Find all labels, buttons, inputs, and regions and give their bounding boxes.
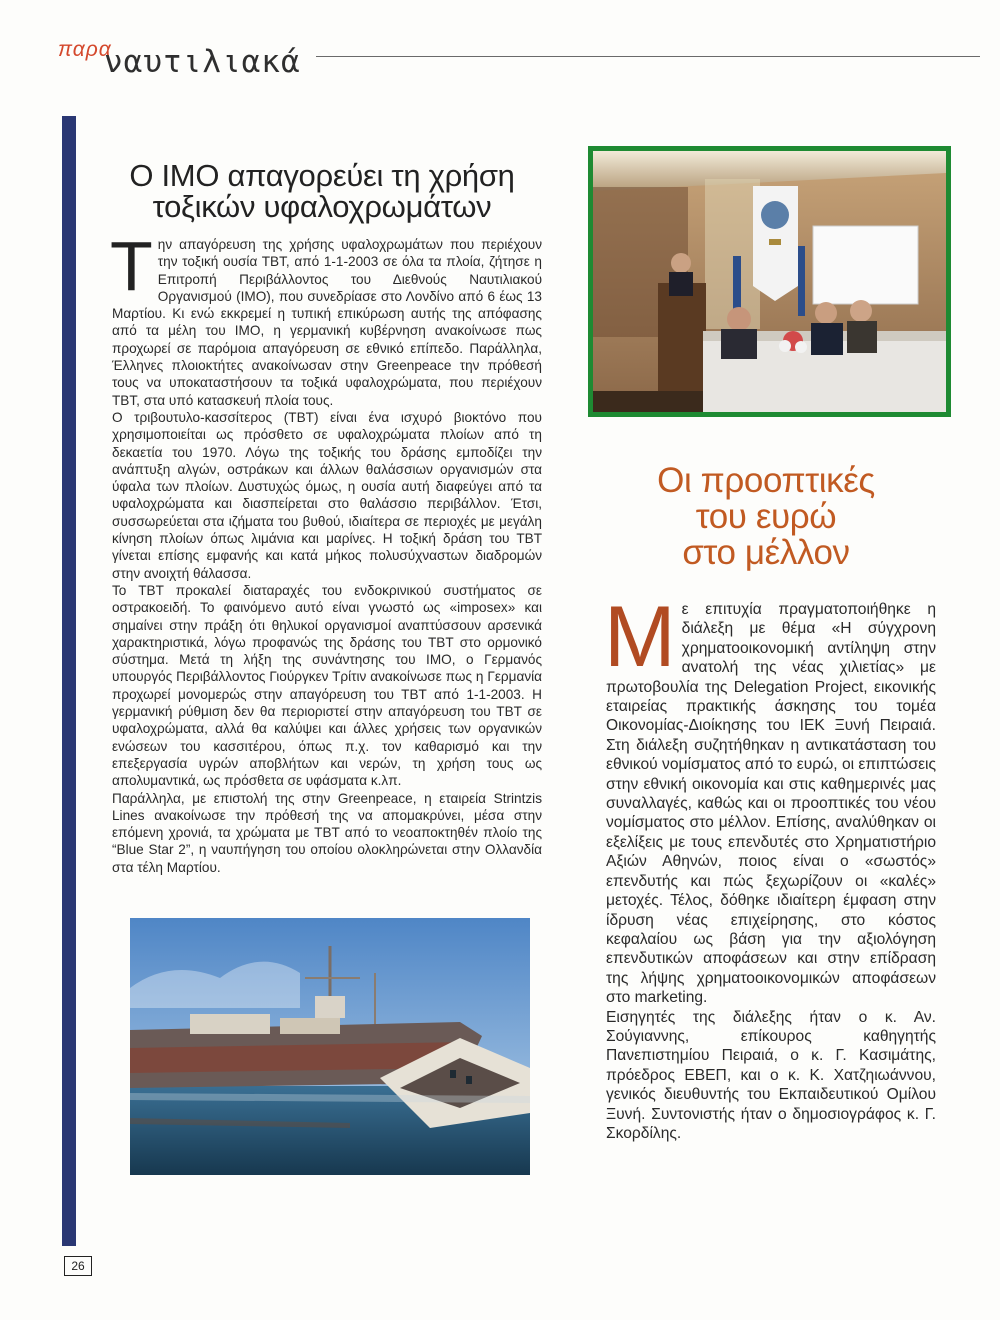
article2-p2: Εισηγητές της διάλεξης ήταν ο κ. Αν. Σούγιαννης, επίκουρος καθηγητής Πανεπιστημίου Πειραιά, ο κ. Γ. Κασιμάτης, πρόεδρος ΕΒΕΠ, και ο κ. Κ. Χατζηιωάννου, γενικός διευθυντής του Εκπαιδευτικού Ομίλου Ξυνή. Συντονιστής ήταν ο δημοσιογράφος κ. Γ. Σκορδίλης. [606,1008,936,1142]
article1-paragraph [110,227,542,409]
article2-title-line3: στο μέλλον [682,533,850,572]
article1-p2: Ο τριβουτυλο-κασσίτερος (ΤΒΤ) είναι ένα ισχυρό βιοκτόνο που χρησιμοποιείται ως πρόσθετο σε υφαλοχρώματα πλοίων από τη δεκαετία του 1970. Λόγω της τοξικής του δράσης εμποδίζει την ανάπτυξη αλγών, οστράκων και άλλων θαλάσσιων οργανισμών στα ύφαλα των πλοίων. Δυστυχώς όμως, η ουσία αυτή διαφεύγει από τα υφαλοχρώματα και διασπείρεται στο θαλάσσιο περιβάλλον. Έτσι, συσσωρεύεται στα ιζήματα του βυθού, ιδιαίτερα σε περιοχές με μεγάλη κίνηση πλοίων όπως λιμάνια και μαρίνες. Η τοξική δράση του ΤΒΤ γίνεται επίσης εμφανής και κατά μήκος πολυσύχναστων διαδρομών στην ανοιχτή θάλασσα. [112,409,542,581]
article2-p1: ε επιτυχία πραγματοποιήθηκε η διάλεξη με θέμα «Η σύγχρονη χρηματοοικονομική αντίληψη στην ανατολή της νέας χιλιετίας» με πρωτοβουλία της Delegation Project, εικονικής εταιρείας πρακτικής άσκησης του τομέα Οικονομίας-Διοίκησης του ΙΕΚ Ξυνή Πειραιά. Στη διάλεξη συζητήθηκαν η αντικατάσταση του εθνικού νομίσματος από το ευρώ, οι επιπτώσεις στην εθνική οικονομία και στις καθημερινές μας συναλλαγές, καθώς και οι προοπτικές του νέου νομίσματος στο μέλλον. Επίσης, αναλύθηκαν οι εξελίξεις με τους επενδυτές στο Χρηματιστήριο Αξιών Αθηνών, ποιος είναι ο «σωστός» επενδυτής και πώς ξεχωρίζουν οι «καλές» μετοχές. Τέλος, δόθηκε ιδιαίτερη έμφαση στην ίδρυση νέας επιχείρησης, στο κόστος κεφαλαίου ως βάση για την αξιολόγηση επενδυτικών αποφάσεων και στην επίδραση της λήψης χρηματοοικονομικών αποφάσεων στο marketing. [606,601,937,1007]
article2-paragraph [604,589,937,1008]
article2-title-line2: του ευρώ [695,497,837,536]
article2-title-line1: Οι προοπτικές [657,461,875,500]
header-rule [316,56,980,57]
article1-title-line1: Ο ΙΜΟ απαγορεύει τη χρήση [129,158,515,193]
article1-title-line2: τοξικών υφαλοχρωμάτων [152,189,492,224]
article1-title [112,160,532,222]
left-accent-bar [62,116,76,1246]
article2-title [596,463,936,571]
article2-drop-cap: Μ [604,589,676,685]
article1-p3: Το ΤΒΤ προκαλεί διαταραχές του ενδοκρινικού συστήματος σε οστρακοειδή. Το φαινόμενο αυτό είναι γνωστό ως «imposex» και σημαίνει στην πράξη ότι θηλυκοί οργανισμοί αναπτύσσουν αρσενικά χαρακτηριστικά, λόγω προφανώς της δράσης του ΤΒΤ στο ορμονικό σύστημα. Μετά τη λήξη της συνάντησης του ΙΜΟ, ο Γερμανός υπουργός Περιβάλλοντος Γιούργκεν Τρίτιν ανακοίνωσε πως η Γερμανία προχωρεί μονομερώς στην απαγόρευση του ΤΒΤ από 1-1-2003. Η γερμανική ρύθμιση δεν θα περιοριστεί στην απαγόρευση του ΤΒΤ σε υφαλοχρώματα, αλλά θα καλύψει και άλλες χρήσεις των οργανικών ενώσεων του κασσιτέρου, όπως π.χ. τον καθαρισμό και την επεξεργασία υγρών αποβλήτων και νερών, τη χρήση τους ως απολυμαντικά, ως πρόσθετα σε υφάσματα κ.λπ. [112,582,542,789]
page-number: 26 [64,1256,92,1276]
article1-p1: ην απαγόρευση της χρήσης υφαλοχρωμάτων που περιέχουν την τοξική ουσία ΤΒΤ, από 1-1-2003 σε όλα τα πλοία, ζήτησε η Επιτροπή Περιβάλλοντος του Διεθνούς Ναυτιλιακού Οργανισμού (ΙΜΟ), που συνεδρίασε στο Λονδίνο από 6 έως 13 Μαρτίου. Κι ενώ εκκρεμεί η τυπική επικύρωση αυτής της απόφασης από τα μέλη του ΙΜΟ, η γερμανική κυβέρνηση ανακοίνωσε πως προχωρεί σε παρόμοια απαγόρευση σε εθνικό επίπεδο. Παράλληλα, Έλληνες πλοιοκτήτες ανακοίνωσαν στην Greenpeace την πρόθεσή τους να υποκαταστήσουν τα τοξικά υφαλοχρώματα, που περιέχουν ΤΒΤ, στα υπό κατασκευή πλοία τους. [112,237,542,408]
section-title: ναυτιλιακά [104,44,301,80]
article1-drop-cap: Τ [110,227,153,305]
section-prefix: παρα [58,38,112,61]
conference-photo [588,146,951,417]
article2-body [604,589,937,1143]
article1-p4: Παράλληλα, με επιστολή της στην Greenpeace, η εταιρεία Strintzis Lines ανακοίνωσε την πρόθεσή της να απομακρύνει, μέσα στην επόμενη χρονιά, τα χρώματα με ΤΒΤ από το νεοαποκτηθέν πλοίο της “Blue Star 2”, η ναυπήγηση του οποίου ολοκληρώνεται στην Ολλανδία στα τέλη Μαρτίου. [112,790,542,875]
article1-body [110,227,542,876]
shipwreck-photo [130,918,530,1175]
